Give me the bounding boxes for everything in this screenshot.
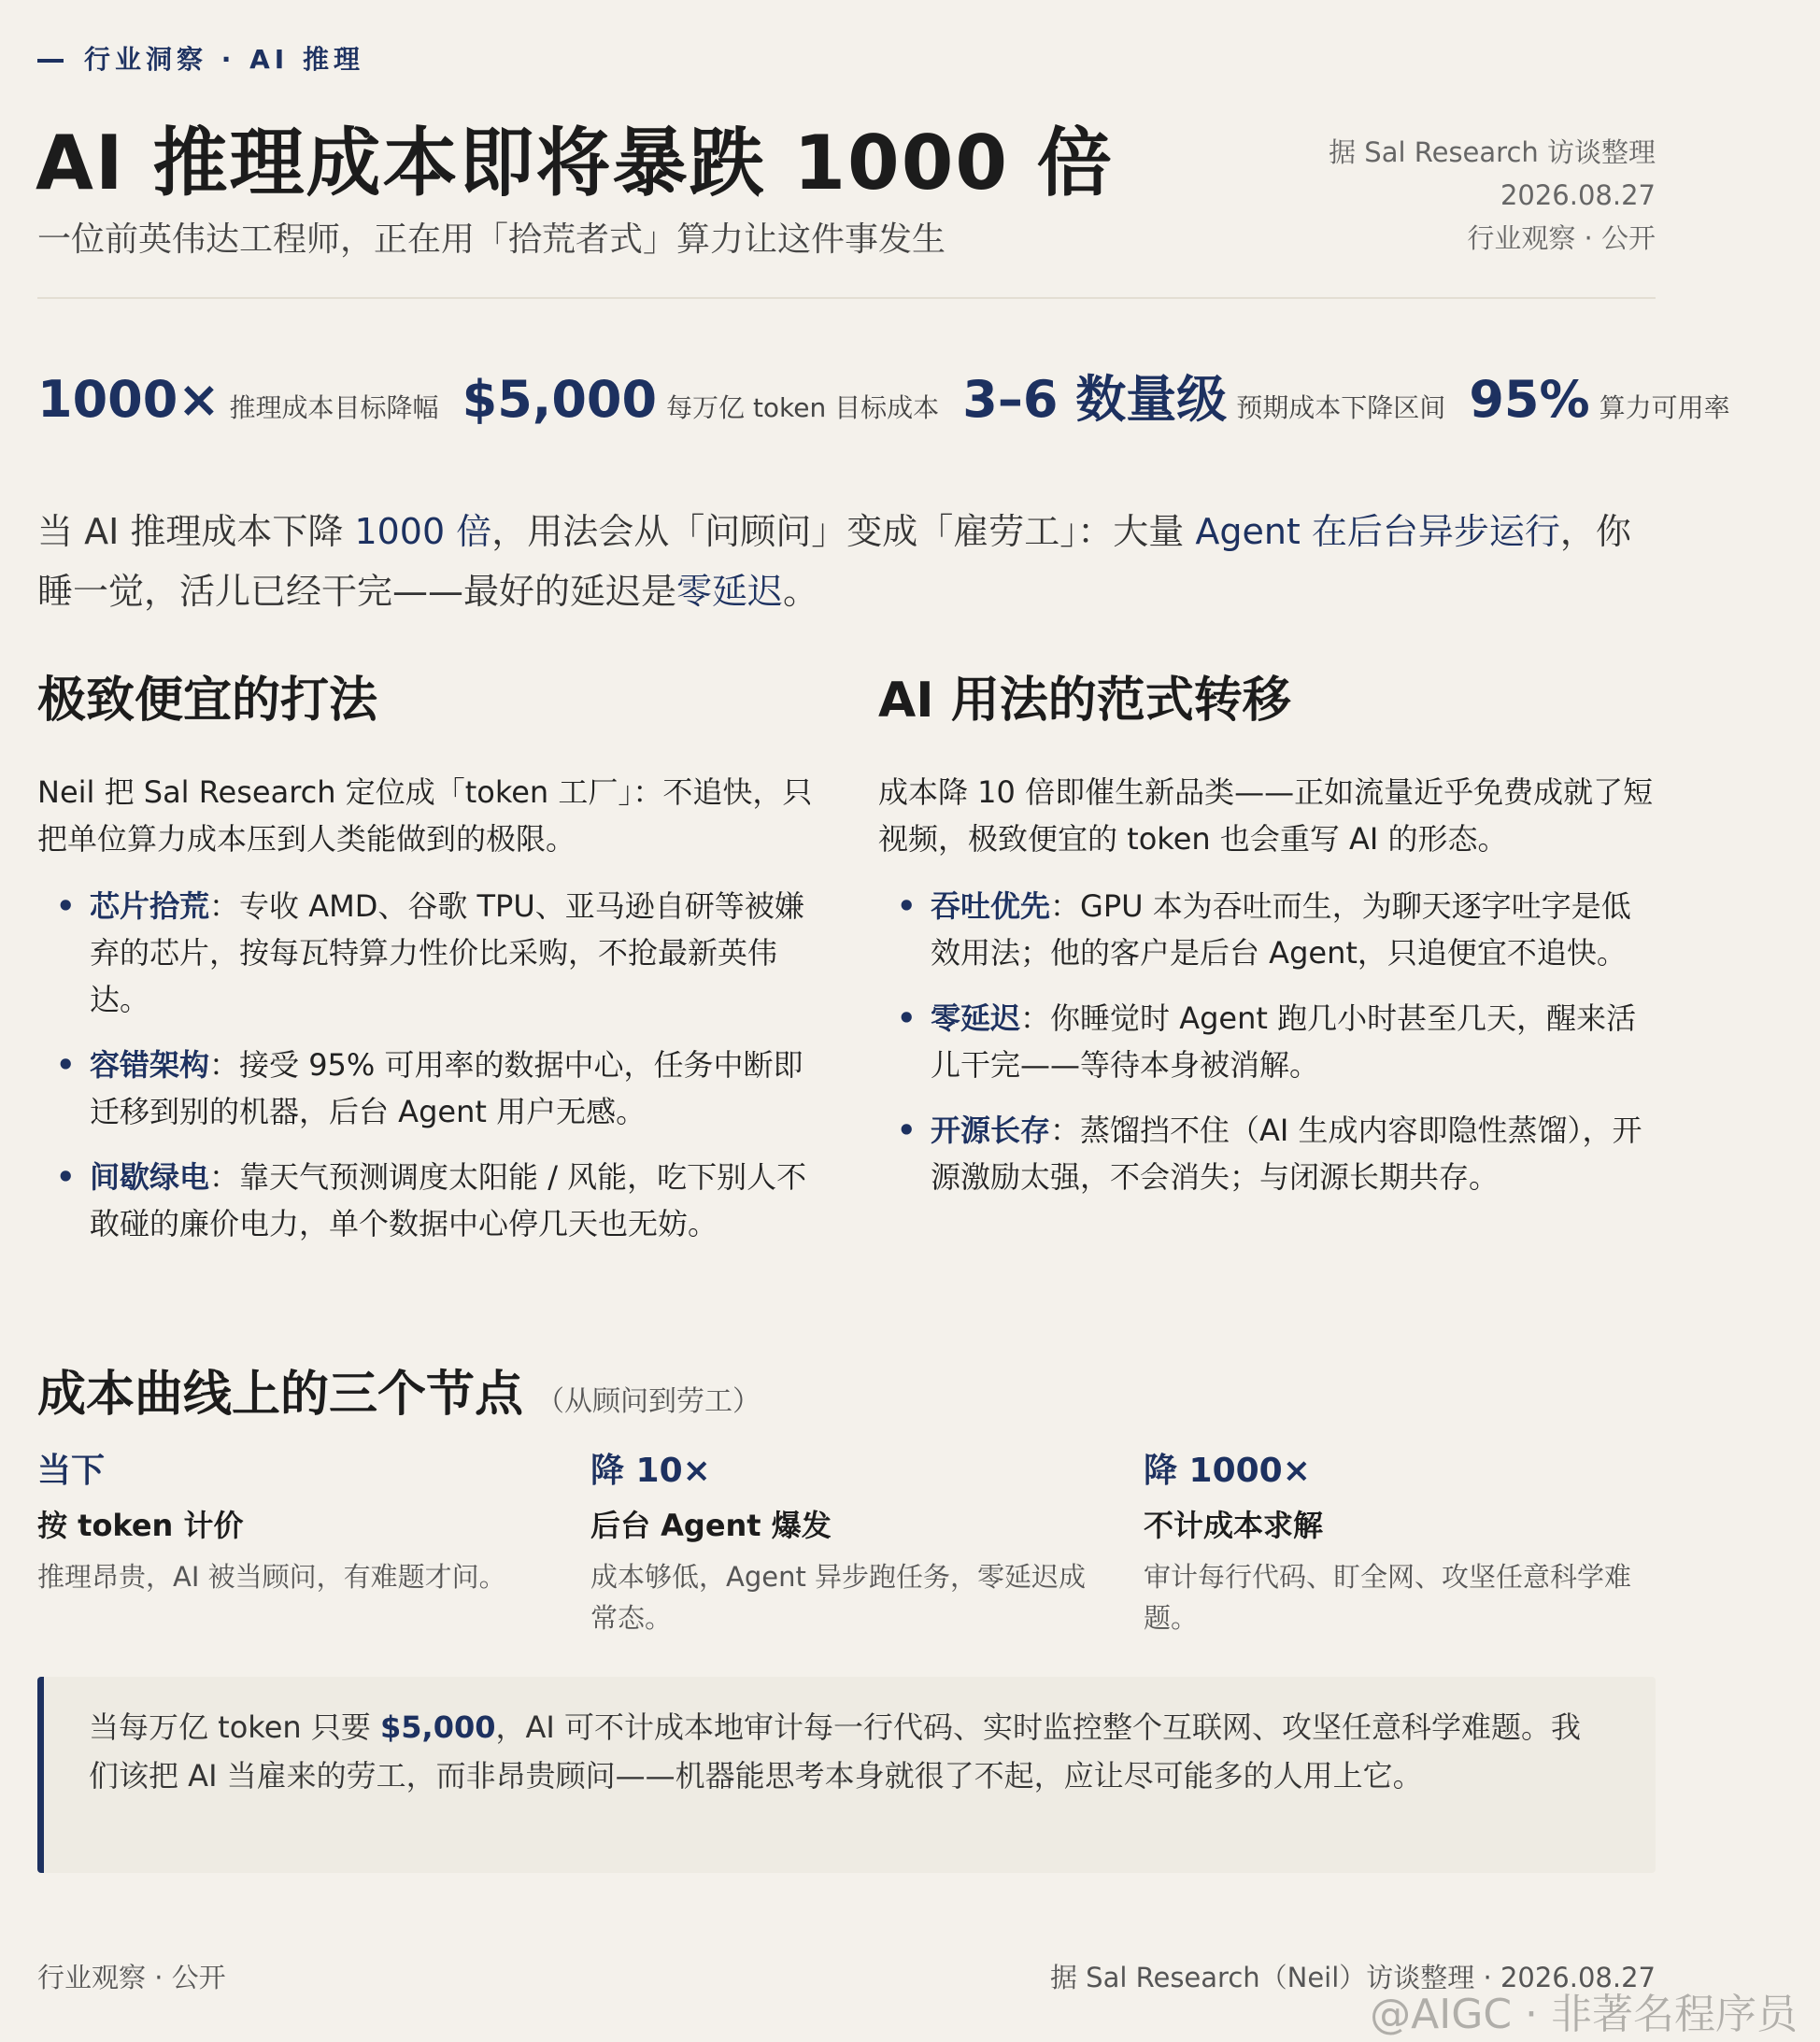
lead-text: 。 — [783, 571, 819, 612]
timeline-note: （从顾问到劳工） — [536, 1385, 761, 1418]
node-desc: 审计每行代码、盯全网、攻坚任意科学难题。 — [1144, 1561, 1632, 1634]
stat-target-cost — [462, 370, 940, 429]
node-name: 不计成本求解 — [1144, 1508, 1324, 1543]
item-text: ：接受 95% 可用率的数据中心，任务中断即迁移到别的机器，后台 Agent 用户无感。 — [90, 1047, 803, 1129]
lead-emphasis: Agent 在后台异步运行 — [1195, 511, 1560, 552]
item-key: 吞吐优先 — [931, 888, 1051, 924]
stat-cost-drop — [37, 370, 439, 429]
lead-text: 当 AI 推理成本下降 — [37, 511, 355, 552]
kicker — [37, 39, 364, 77]
section-paradigm-shift — [878, 668, 1654, 1219]
node-step: 降 1000× — [1144, 1452, 1311, 1490]
timeline-heading — [37, 1354, 761, 1425]
kicker-dash — [37, 59, 64, 63]
bullet-icon: • — [897, 888, 917, 924]
meta-date: 2026.08.27 — [1500, 179, 1656, 211]
stat-value: 3–6 数量级 — [962, 370, 1228, 429]
item-text: ：靠天气预测调度太阳能 / 风能，吃下别人不敢碰的廉价电力，单个数据中心停几天也无妨。 — [90, 1159, 807, 1241]
lead-emphasis: 1000 倍 — [354, 511, 492, 552]
item-key: 开源长存 — [931, 1113, 1051, 1148]
quote-text: 当每万亿 token 只要 — [89, 1709, 381, 1745]
bullet-icon: • — [56, 1047, 76, 1083]
paradigm-list — [878, 883, 1654, 1200]
node-desc: 推理昂贵，AI 被当顾问，有难题才问。 — [37, 1561, 506, 1593]
bullet-icon: • — [897, 1113, 917, 1148]
stats-row — [37, 360, 1749, 432]
footer-source: 据 Sal Research（Neil）访谈整理 · 2026.08.27 — [1049, 1962, 1656, 1993]
section-heading: 极致便宜的打法 — [37, 673, 378, 729]
stat-value: 1000× — [37, 370, 220, 429]
stat-label: 算力可用率 — [1599, 392, 1730, 423]
bullet-icon: • — [56, 1159, 76, 1195]
page-title: AI 推理成本即将暴跌 1000 倍 — [36, 120, 1114, 206]
item-key: 芯片拾荒 — [90, 888, 210, 924]
node-step: 当下 — [37, 1452, 106, 1490]
strategy-list — [37, 883, 813, 1247]
item-key: 零延迟 — [931, 1000, 1021, 1036]
lead-emphasis: 零延迟 — [676, 571, 784, 612]
timeline-node-10x — [590, 1448, 1095, 1638]
stat-label: 预期成本下降区间 — [1236, 392, 1446, 423]
list-item — [37, 1154, 813, 1247]
stat-value: $5,000 — [462, 370, 658, 429]
article-meta — [1329, 131, 1656, 260]
item-text: ：GPU 本为吞吐而生，为聊天逐字吐字是低效用法；他的客户是后台 Agent，只追便宜不追快。 — [931, 888, 1631, 971]
stat-availability — [1469, 370, 1729, 429]
stat-orders-of-magnitude — [962, 360, 1445, 432]
page-subtitle: 一位前英伟达工程师，正在用「拾荒者式」算力让这件事发生 — [37, 220, 946, 259]
list-item — [37, 1042, 813, 1135]
quote-text: ，AI 可不计成本地审计每一行代码、实时监控整个互联网、攻坚任意科学难题。我们该把 AI 当雇来的劳工，而非昂贵顾问——机器能思考本身就很了不起，应让尽可能多的人用上它。 — [89, 1709, 1582, 1794]
bullet-icon: • — [56, 888, 76, 924]
list-item — [37, 883, 813, 1023]
stat-value: 95% — [1469, 370, 1590, 429]
item-key: 间歇绿电 — [90, 1159, 210, 1195]
lead-paragraph — [37, 502, 1644, 621]
list-item — [878, 995, 1654, 1088]
list-item — [878, 1107, 1654, 1200]
kicker-text: 行业洞察 · AI 推理 — [84, 44, 364, 75]
section-intro: Neil 把 Sal Research 定位成「token 工厂」：不追快，只把单位算力成本压到人类能做到的极限。 — [37, 774, 813, 857]
item-key: 容错架构 — [90, 1047, 210, 1083]
list-item — [878, 883, 1654, 976]
bullet-icon: • — [897, 1000, 917, 1036]
timeline-node-1000x — [1144, 1448, 1648, 1638]
timeline-title: 成本曲线上的三个节点 — [37, 1367, 524, 1423]
item-text: ：蒸馏挡不住（AI 生成内容即隐性蒸馏），开源激励太强，不会消失；与闭源长期共存。 — [931, 1113, 1642, 1195]
item-text: ：你睡觉时 Agent 跑几小时甚至几天，醒来活儿干完——等待本身被消解。 — [931, 1000, 1637, 1083]
item-text: ：专收 AMD、谷歌 TPU、亚马逊自研等被嫌弃的芯片，按每瓦特算力性价比采购，不抢最新英伟达。 — [90, 888, 804, 1017]
node-desc: 成本够低，Agent 异步跑任务，零延迟成常态。 — [590, 1561, 1087, 1634]
stat-label: 推理成本目标降幅 — [229, 392, 439, 423]
node-step: 降 10× — [590, 1452, 711, 1490]
node-name: 按 token 计价 — [37, 1508, 244, 1543]
section-intro: 成本降 10 倍即催生新品类——正如流量近乎免费成就了短视频，极致便宜的 token 也会重写 AI 的形态。 — [878, 774, 1654, 857]
node-name: 后台 Agent 爆发 — [590, 1508, 832, 1543]
stat-label: 每万亿 token 目标成本 — [666, 392, 940, 423]
meta-source: 据 Sal Research 访谈整理 — [1329, 136, 1656, 168]
timeline-node-now — [37, 1448, 542, 1597]
header-divider — [37, 297, 1656, 299]
lead-text: ，用法会从「问顾问」变成「雇劳工」：大量 — [491, 511, 1196, 552]
section-cheap-strategy — [37, 668, 813, 1266]
pull-quote — [37, 1677, 1656, 1873]
lead-text: ，你睡一觉，活儿已经干完——最好的延迟是 — [37, 511, 1631, 612]
weibo-watermark: @AIGC · 非著名程序员 — [1370, 1991, 1798, 2038]
quote-emphasis: $5,000 — [380, 1709, 496, 1745]
meta-category: 行业观察 · 公开 — [1467, 222, 1656, 254]
section-heading: AI 用法的范式转移 — [878, 673, 1291, 729]
footer-category: 行业观察 · 公开 — [37, 1962, 226, 1993]
